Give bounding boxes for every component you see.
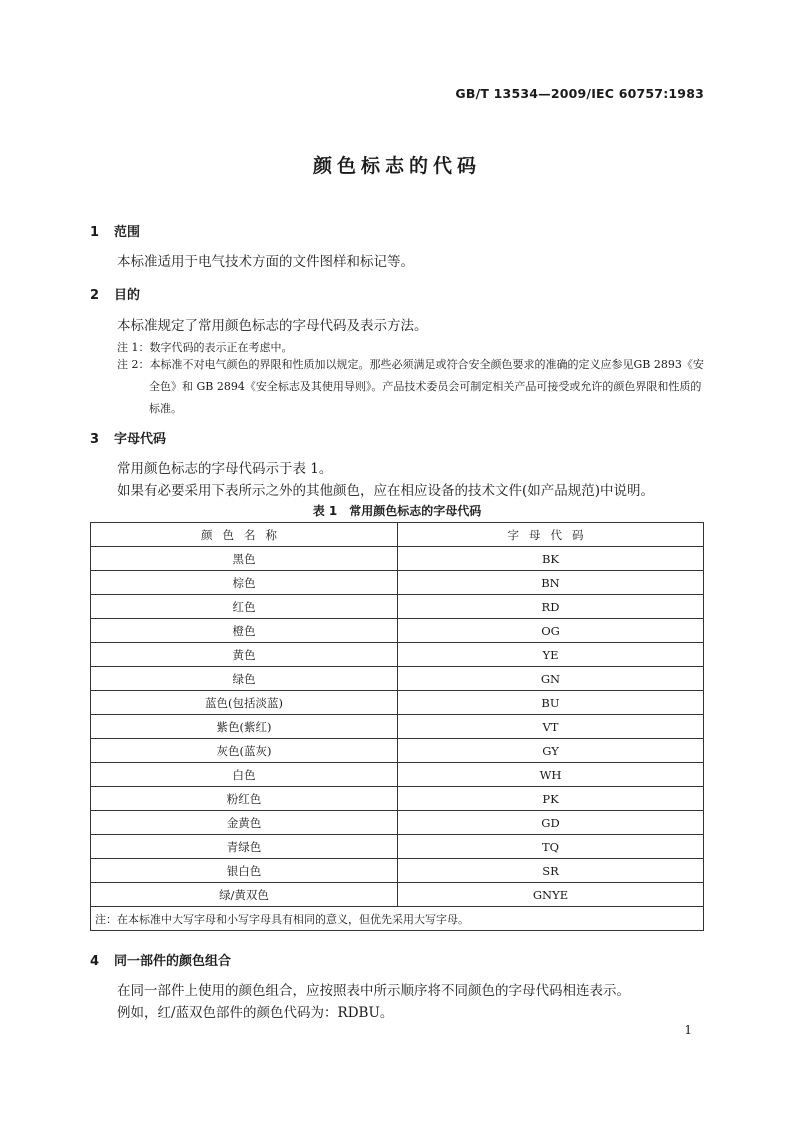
color-name-cell: 红色	[91, 595, 398, 619]
table-row	[91, 547, 704, 571]
color-code-cell: BN	[398, 571, 704, 595]
color-name-cell: 金黄色	[91, 811, 398, 835]
color-name-cell: 橙色	[91, 619, 398, 643]
section-4-text-1: 在同一部件上使用的颜色组合，应按照表中所示顺序将不同颜色的字母代码相连表示。	[117, 983, 630, 999]
table-row	[91, 715, 704, 739]
section-3-heading	[90, 428, 166, 447]
section-2-note-2-text: 注 2：本标准不对电气颜色的界限和性质加以规定。那些必须满足或符合安全颜色要求的准确的定义应参见GB 2893《安全色》和 GB 2894《安全标志及其使用导则》。产品技术委员会可制定相关产品可接受或允许的颜色界限和性质的标准。	[117, 358, 704, 415]
table-row	[91, 787, 704, 811]
table-caption: 表 1 常用颜色标志的字母代码	[312, 504, 482, 518]
section-3-text-2: 如果有必要采用下表所示之外的其他颜色，应在相应设备的技术文件(如产品规范)中说明。	[117, 483, 655, 499]
table-row	[91, 619, 704, 643]
standard-code: GB/T 13534—2009/IEC 60757:1983	[455, 86, 704, 101]
section-2-text: 本标准规定了常用颜色标志的字母代码及表示方法。	[117, 318, 428, 334]
table-note: 注：在本标准中大写字母和小写字母具有相同的意义，但优先采用大写字母。	[91, 907, 704, 931]
color-name-cell: 蓝色(包括淡蓝)	[91, 691, 398, 715]
color-code-cell: BK	[398, 547, 704, 571]
color-code-cell: GD	[398, 811, 704, 835]
color-name-cell: 绿色	[91, 667, 398, 691]
color-name-cell: 粉红色	[91, 787, 398, 811]
section-4-number: 4	[90, 954, 100, 969]
header-letter-code: 字母代码	[398, 523, 704, 547]
color-code-cell: GY	[398, 739, 704, 763]
table-row	[91, 763, 704, 787]
color-code-cell: GNYE	[398, 883, 704, 907]
table-note-row	[91, 907, 704, 931]
section-1-text: 本标准适用于电气技术方面的文件图样和标记等。	[117, 254, 414, 270]
color-name-cell: 紫色(紫红)	[91, 715, 398, 739]
color-name-cell: 黑色	[91, 547, 398, 571]
section-2-title: 目的	[114, 288, 141, 303]
section-4-text-2: 例如，红/蓝双色部件的颜色代码为：RDBU。	[117, 1005, 394, 1021]
section-3-text-1: 常用颜色标志的字母代码示于表 1。	[117, 461, 333, 477]
document-title: 颜色标志的代码	[312, 155, 481, 177]
color-name-cell: 青绿色	[91, 835, 398, 859]
section-3-number: 3	[90, 432, 100, 447]
section-4-heading	[90, 950, 231, 969]
table-row	[91, 691, 704, 715]
table-row	[91, 643, 704, 667]
color-name-cell: 白色	[91, 763, 398, 787]
color-code-cell: RD	[398, 595, 704, 619]
color-code-cell: VT	[398, 715, 704, 739]
color-code-cell: YE	[398, 643, 704, 667]
table-row	[91, 595, 704, 619]
color-code-cell: OG	[398, 619, 704, 643]
section-3-title: 字母代码	[114, 432, 167, 447]
section-2-note-2	[117, 354, 707, 420]
section-1-title: 范围	[114, 225, 141, 240]
table-row	[91, 883, 704, 907]
table-row	[91, 811, 704, 835]
color-code-cell: WH	[398, 763, 704, 787]
color-code-cell: SR	[398, 859, 704, 883]
page-number: 1	[684, 1023, 692, 1037]
table-row	[91, 739, 704, 763]
color-code-table	[90, 522, 704, 931]
section-1-number: 1	[90, 225, 100, 240]
color-name-cell: 棕色	[91, 571, 398, 595]
section-1-heading	[90, 221, 140, 240]
table-row	[91, 859, 704, 883]
table-row	[91, 571, 704, 595]
color-name-cell: 绿/黄双色	[91, 883, 398, 907]
color-code-cell: PK	[398, 787, 704, 811]
color-code-cell: GN	[398, 667, 704, 691]
table-header-row	[91, 523, 704, 547]
section-2-note-1: 注 1：数字代码的表示正在考虑中。	[117, 341, 293, 354]
section-4-title: 同一部件的颜色组合	[114, 954, 232, 969]
section-2-heading	[90, 284, 140, 303]
color-name-cell: 灰色(蓝灰)	[91, 739, 398, 763]
table-row	[91, 667, 704, 691]
color-name-cell: 黄色	[91, 643, 398, 667]
color-name-cell: 银白色	[91, 859, 398, 883]
table-row	[91, 835, 704, 859]
color-code-cell: TQ	[398, 835, 704, 859]
section-2-number: 2	[90, 288, 100, 303]
color-code-cell: BU	[398, 691, 704, 715]
header-color-name: 颜色名称	[91, 523, 398, 547]
